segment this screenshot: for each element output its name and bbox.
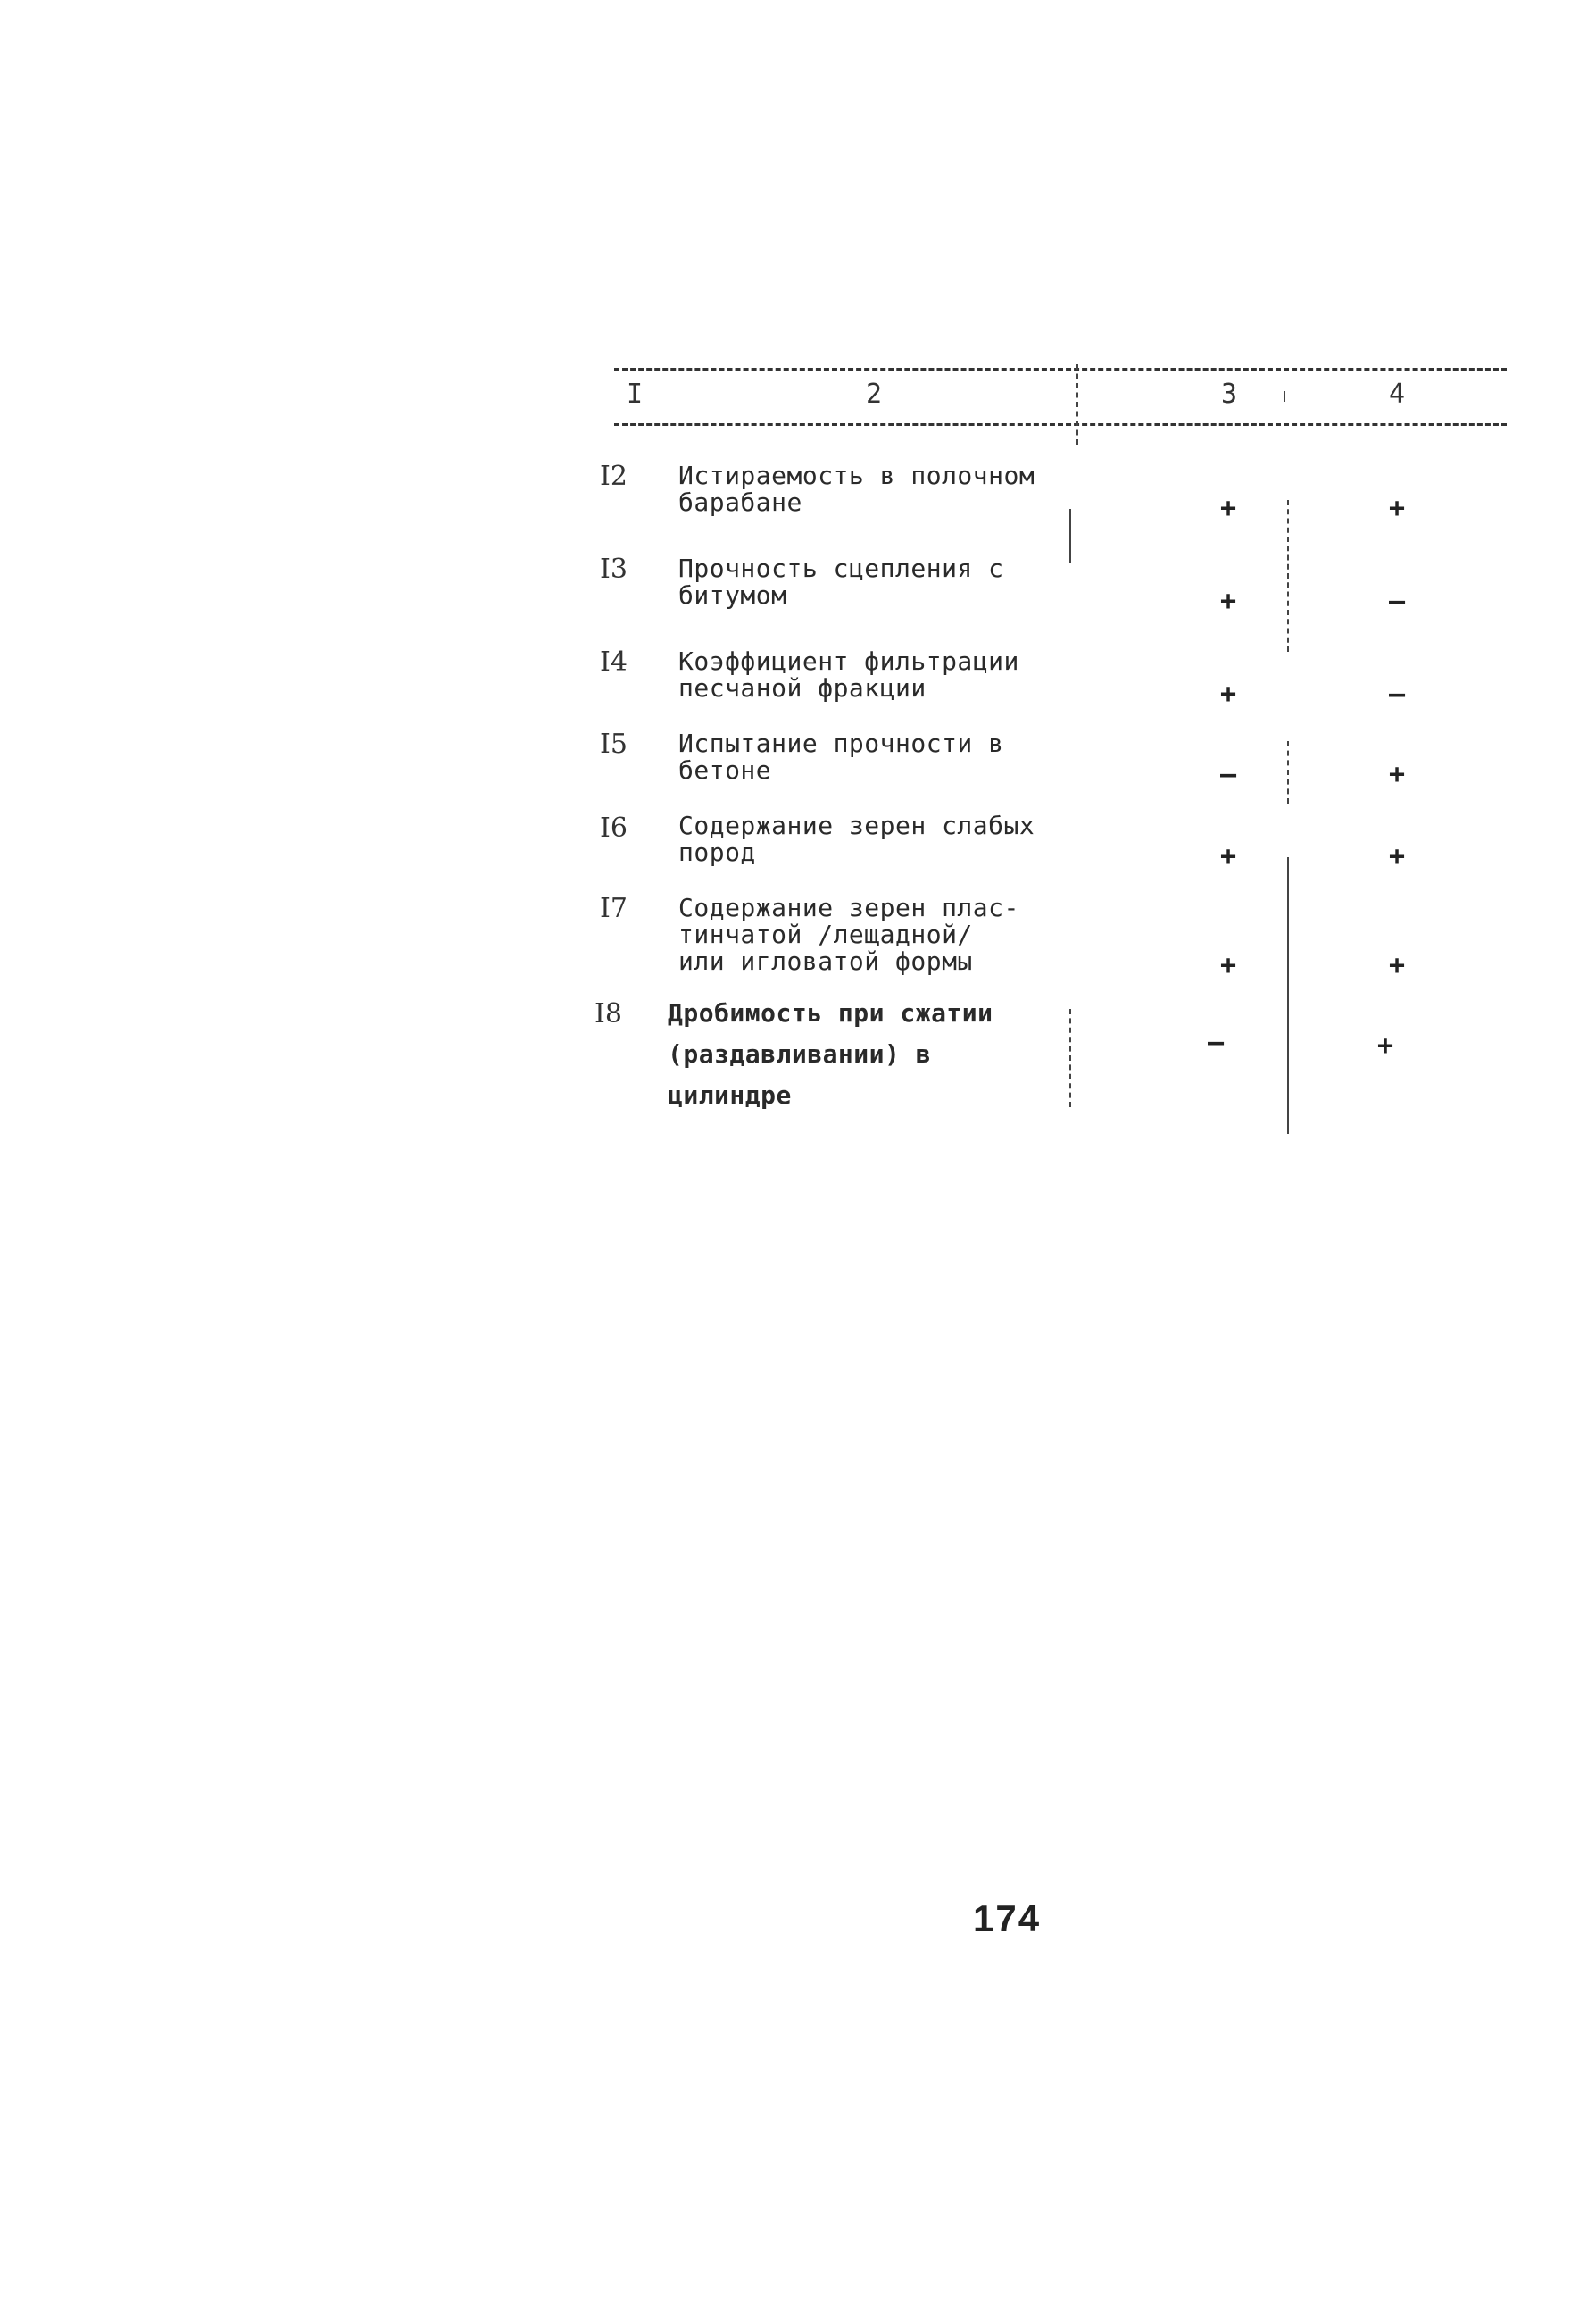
header-col-1: I	[627, 379, 644, 410]
header-col-4: 4	[1389, 379, 1406, 410]
header-column-divider	[1076, 364, 1078, 445]
row-description: Прочность сцепления с битумом	[678, 554, 1004, 610]
row-mark-col4: –	[1388, 679, 1406, 710]
row-description: Содержание зерен слабых пород	[678, 811, 1035, 867]
row-number: I5	[600, 729, 628, 760]
row-mark-col3: +	[1219, 841, 1237, 872]
row-number: I6	[600, 813, 628, 844]
column-divider-3-4-lower	[1287, 857, 1289, 1134]
row-mark-col4: +	[1376, 1030, 1394, 1062]
row-description: Содержание зерен плас- тинчатой /лещадной/ или игловатой формы	[678, 893, 1019, 976]
row-mark-col4: +	[1388, 493, 1406, 524]
header-top-rule	[614, 368, 1507, 371]
row-description: Дробимость при сжатии (раздавливании) в цилиндре	[668, 998, 993, 1110]
row-mark-col3: –	[1207, 1027, 1225, 1058]
row-mark-col4: –	[1388, 586, 1406, 617]
row-description: Испытание прочности в бетоне	[678, 729, 1004, 785]
row-mark-col4: +	[1388, 950, 1406, 981]
row-mark-col4: +	[1388, 759, 1406, 790]
row-number: I8	[594, 998, 622, 1029]
row-mark-col3: +	[1219, 493, 1237, 524]
header-col-3: 3	[1221, 379, 1238, 410]
header-column-divider-3-4	[1284, 391, 1285, 402]
row-mark-col4: +	[1388, 841, 1406, 872]
row-number: I3	[600, 554, 628, 585]
row-number: I2	[600, 461, 628, 492]
row-number: I7	[600, 893, 628, 924]
header-bottom-rule	[614, 423, 1507, 426]
row-mark-col3: +	[1219, 679, 1237, 710]
column-divider-3-4	[1287, 500, 1289, 652]
header-col-2: 2	[866, 379, 883, 410]
row-mark-col3: +	[1219, 586, 1237, 617]
row-mark-col3: –	[1219, 759, 1237, 790]
column-divider-2-3	[1069, 509, 1071, 563]
row-description: Истираемость в полочном барабане	[678, 461, 1035, 517]
column-divider-3-4-mid	[1287, 741, 1289, 804]
row-number: I4	[600, 646, 628, 678]
row-description: Коэффициент фильтрации песчаной фракции	[678, 646, 1019, 703]
row-mark-col3: +	[1219, 950, 1237, 981]
page-number: 174	[973, 1897, 1042, 1939]
